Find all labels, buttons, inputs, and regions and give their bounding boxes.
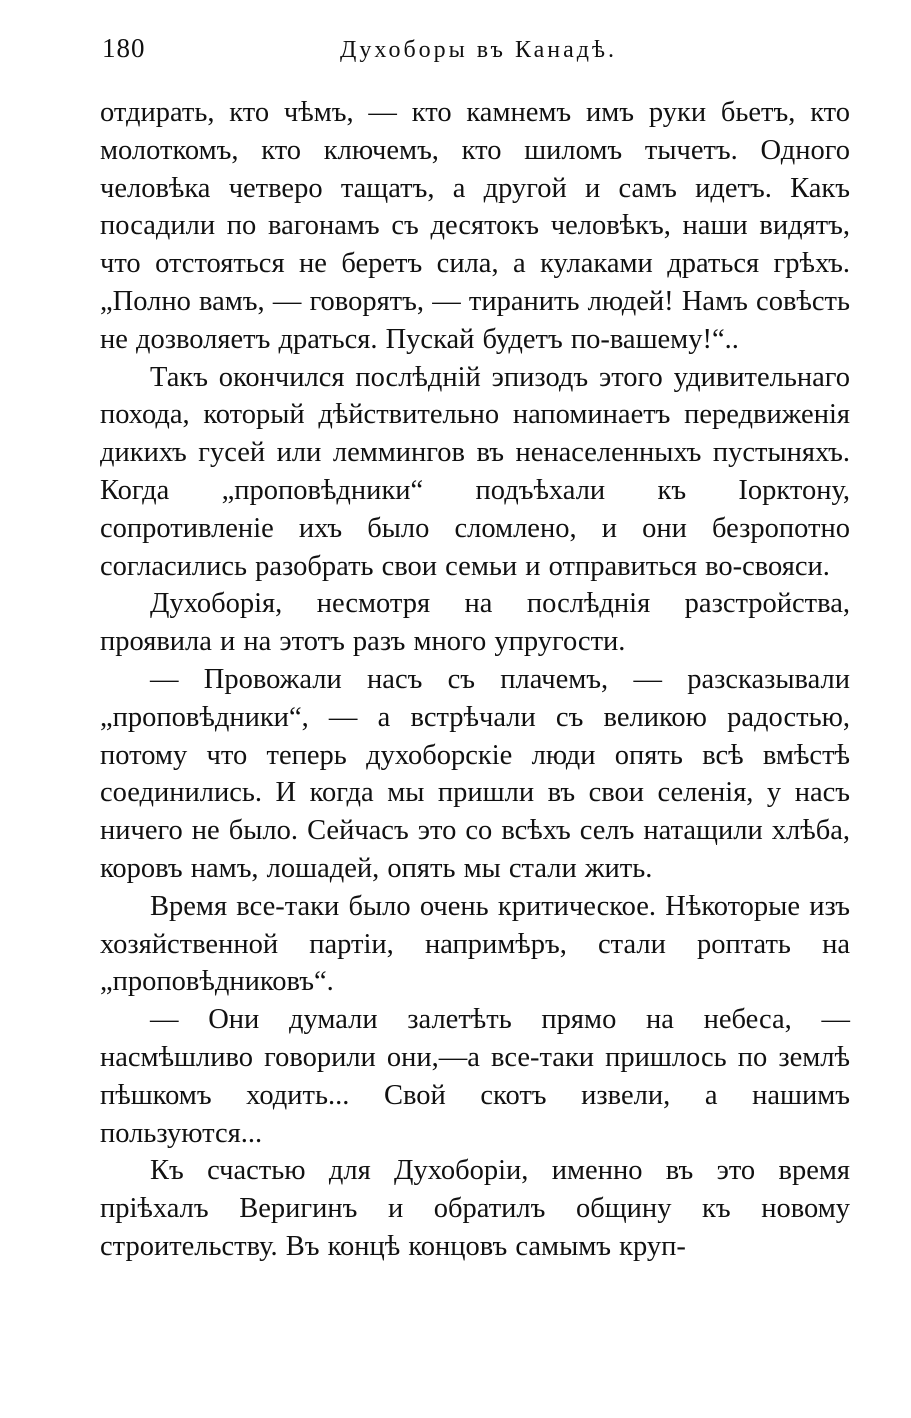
paragraph: Такъ окончился послѣднiй эпизодъ этого удивительнаго похода, который дѣйствительно напоминаетъ передвиженiя дикихъ гусей или леммингов въ ненаселенныхъ пустыняхъ. Когда „проповѣдники“ подъѣхали къ Iорктону, сопротивленiе ихъ было сломлено, и они безропотно согласились разобрать свои семьи и отправиться во-свояси. bbox=[100, 361, 850, 582]
body-text bbox=[100, 94, 850, 1266]
book-page bbox=[100, 28, 850, 1266]
paragraph: Время все-таки было очень критическое. Нѣкоторые изъ хозяйственной партiи, напримѣръ, стали роптать на „проповѣдниковъ“. bbox=[100, 890, 850, 998]
paragraph: Духоборiя, несмотря на послѣднiя разстройства, проявила и на этотъ разъ много упругости. bbox=[100, 588, 850, 658]
paragraph: Къ счастью для Духоборiи, именно въ это время прiѣхалъ Веригинъ и обратилъ общину къ новому строительству. Въ концѣ концовъ самымъ круп- bbox=[100, 1155, 850, 1262]
paragraph: — Провожали насъ съ плачемъ, — разсказывали „проповѣдники“, — а встрѣчали съ великою радостью, потому что теперь духоборскiе люди опять всѣ вмѣстѣ соединились. И когда мы пришли въ свои селенiя, у насъ ничего не было. Сейчасъ это со всѣхъ селъ натащили хлѣба, коровъ намъ, лошадей, опять мы стали жить. bbox=[100, 663, 850, 884]
running-title: Духоборы въ Канадѣ. bbox=[340, 37, 618, 63]
page-number: 180 bbox=[102, 33, 146, 63]
paragraph: отдирать, кто чѣмъ, — кто камнемъ имъ руки бьетъ, кто молоткомъ, кто ключемъ, кто шиломъ тычетъ. Одного человѣка четверо тащатъ, а другой и самъ идетъ. Какъ посадили по вагонамъ съ десятокъ человѣкъ, наши видятъ, что отстояться не беретъ сила, а кулаками драться грѣхъ. „Полно вамъ, — говорятъ, — тиранить людей! Намъ совѣсть не дозволяетъ драться. Пускай будетъ по-вашему!“.. bbox=[100, 97, 850, 355]
paragraph: — Они думали залетѣть прямо на небеса, — насмѣшливо говорили они,—а все-таки пришлось по землѣ пѣшкомъ ходить... Свой скотъ извели, а нашимъ пользуются... bbox=[100, 1004, 850, 1149]
running-head bbox=[100, 28, 850, 72]
